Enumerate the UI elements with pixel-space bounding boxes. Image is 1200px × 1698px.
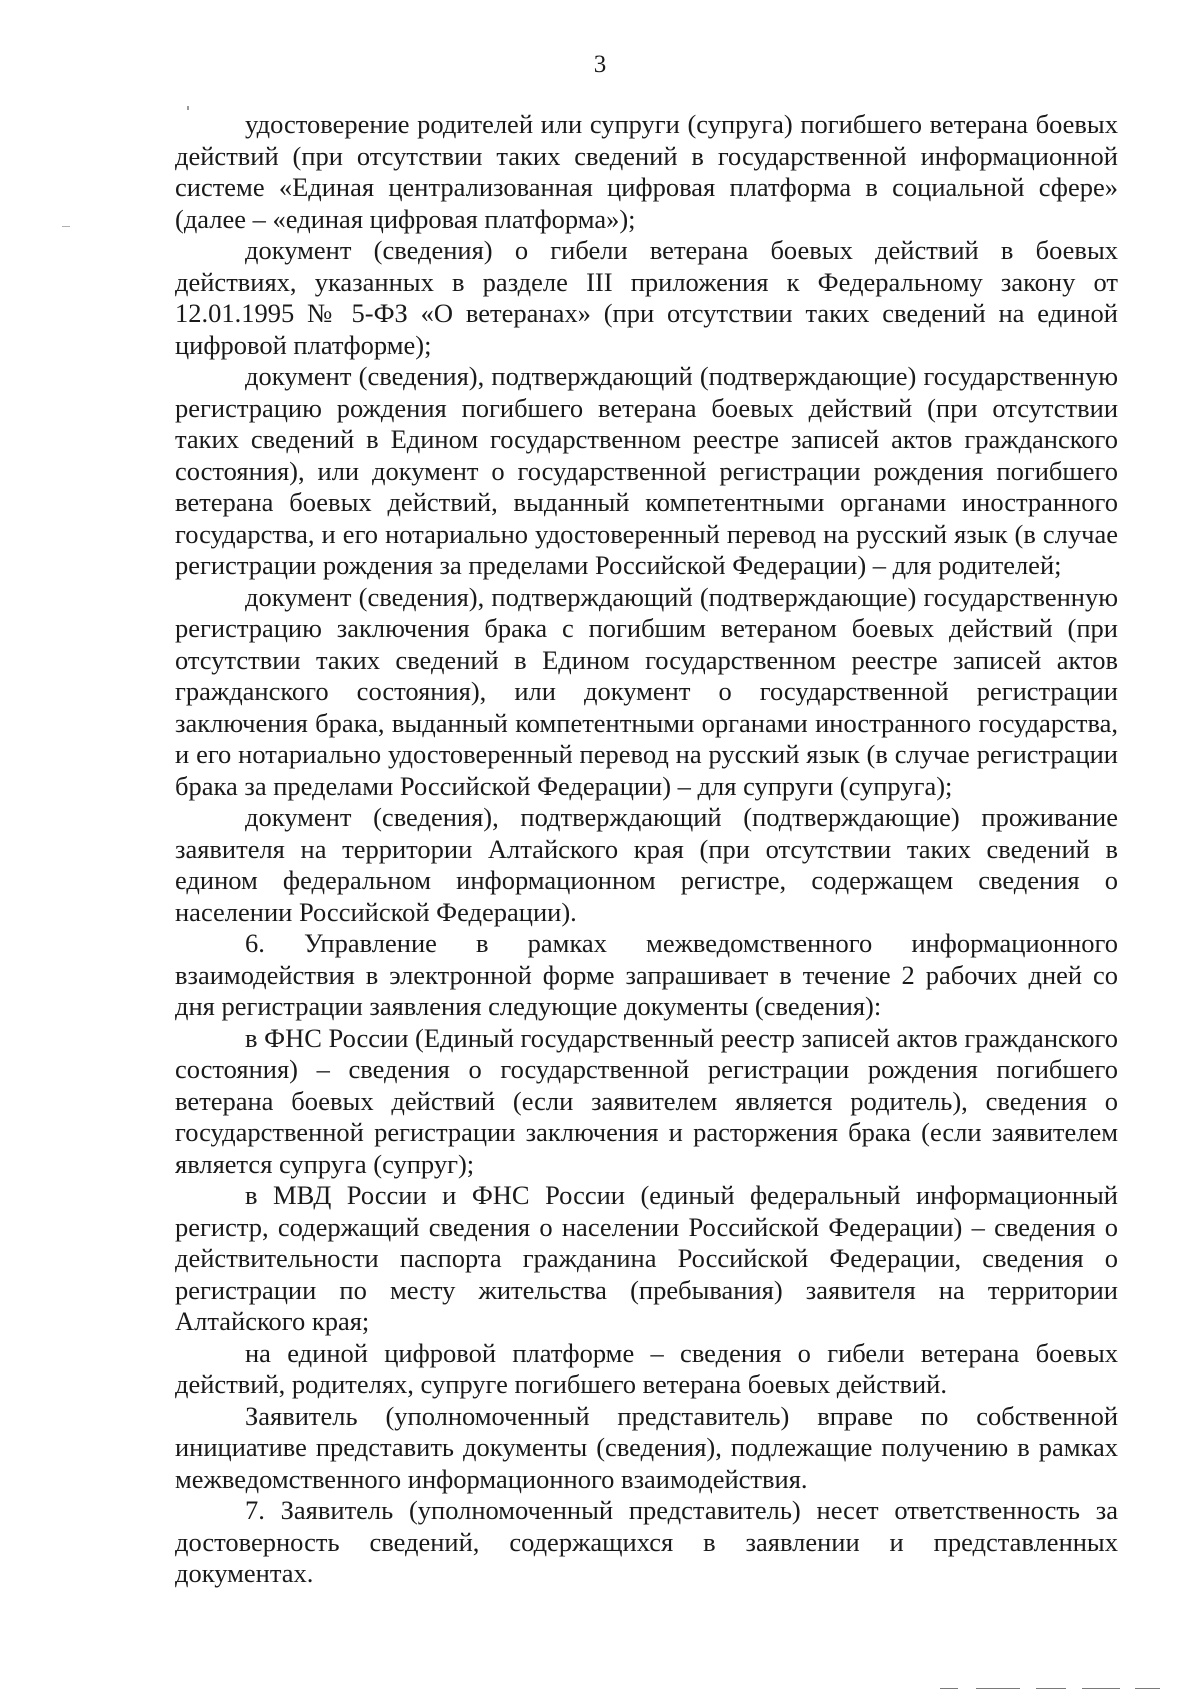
document-body	[175, 109, 1118, 1590]
paragraph-birth-registration: документ (сведения), подтверждающий (подтверждающие) государственную регистрацию рождения погибшего ветерана боевых действий (при отсутствии таких сведений в Едином государственном реестре записей актов гражданского состояния), или документ о государственной регистрации рождения погибшего ветерана боевых действий, выданный компетентными органами иностранного государства, и его нотариально удостоверенный перевод на русский язык (в случае регистрации рождения за пределами Российской Федерации) – для родителей;	[175, 361, 1118, 580]
paragraph-mvd-fns-request: в МВД России и ФНС России (единый федеральный информационный регистр, содержащий сведения о населении Российской Федерации) – сведения о действительности паспорта гражданина Российской Федерации, сведения о регистрации по месту жительства (пребывания) заявителя на территории Алтайского края;	[175, 1180, 1118, 1336]
paragraph-death-document: документ (сведения) о гибели ветерана боевых действий в боевых действиях, указанных в разделе III приложения к Федеральному закону от 12.01.1995 № 5-ФЗ «О ветеранах» (при отсутствии таких сведений на единой цифровой платформе);	[175, 235, 1118, 360]
paragraph-item-6: 6. Управление в рамках межведомственного информационного взаимодействия в электронной форме запрашивает в течение 2 рабочих дней со дня регистрации заявления следующие документы (сведения):	[175, 928, 1118, 1021]
scan-artifact-line	[1082, 1688, 1120, 1689]
paragraph-residence: документ (сведения), подтверждающий (подтверждающие) проживание заявителя на территории Алтайского края (при отсутствии таких сведений в едином федеральном информационном регистре, содержащем сведения о населении Российской Федерации).	[175, 802, 1118, 927]
scan-artifact-line	[976, 1688, 1020, 1689]
paragraph-digital-platform: на единой цифровой платформе – сведения о гибели ветерана боевых действий, родителях, супруге погибшего ветерана боевых действий.	[175, 1337, 1118, 1399]
paragraph-item-7: 7. Заявитель (уполномоченный представитель) несет ответственность за достоверность сведений, содержащихся в заявлении и представленных документах.	[175, 1495, 1118, 1588]
scan-artifact-dash	[62, 226, 70, 227]
paragraph-fns-request: в ФНС России (Единый государственный реестр записей актов гражданского состояния) – сведения о государственной регистрации рождения погибшего ветерана боевых действий (если заявителем является родитель), сведения о государственной регистрации заключения и расторжения брака (если заявителем является супруга (супруг);	[175, 1022, 1118, 1179]
scan-artifact-line	[940, 1688, 958, 1689]
paragraph-own-initiative: Заявитель (уполномоченный представитель) вправе по собственной инициативе представить документы (сведения), подлежащие получению в рамках межведомственного информационного взаимодействия.	[175, 1400, 1118, 1494]
page-number: 3	[593, 51, 607, 78]
scan-artifact-line	[1135, 1688, 1160, 1689]
paragraph-marriage-registration: документ (сведения), подтверждающий (подтверждающие) государственную регистрацию заключения брака с погибшим ветераном боевых действий (при отсутствии таких сведений в Едином государственном реестре записей актов гражданского состояния), или документ о государственной регистрации заключения брака, выданный компетентными органами иностранного государства, и его нотариально удостоверенный перевод на русский язык (в случае регистрации брака за пределами Российской Федерации) – для супруги (супруга);	[175, 581, 1118, 801]
scan-artifact-line	[1036, 1688, 1066, 1689]
paragraph-certificate-parents: удостоверение родителей или супруги (супруга) погибшего ветерана боевых действий (при отсутствии таких сведений в государственной информационной системе «Единая централизованная цифровая платформа в социальной сфере» (далее – «единая цифровая платформа»);	[175, 109, 1118, 234]
